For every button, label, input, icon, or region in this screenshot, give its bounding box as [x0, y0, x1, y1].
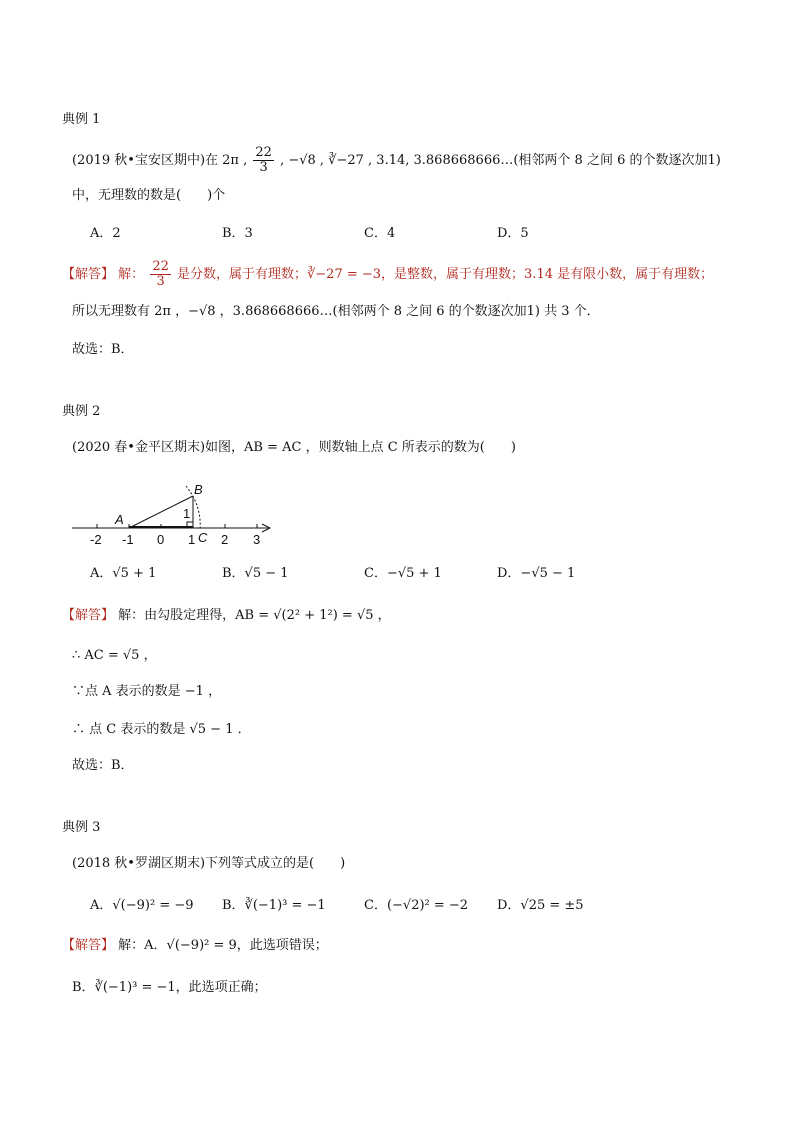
tick-label-3: 3	[253, 532, 261, 547]
example-2-answer-line-1	[62, 606, 391, 626]
point-label-c: C	[198, 530, 208, 545]
example-1-answer-line-3	[72, 340, 134, 360]
example-2-title: 典例 2	[62, 404, 101, 419]
example-2-option-b: B．√5 − 1	[222, 566, 289, 581]
answer-tag: 【解答】	[62, 938, 115, 953]
fraction-22-over-3-answer: $\frac{22}{3}$	[152, 259, 169, 289]
example-1-answer-prefix: 解：	[118, 267, 145, 282]
example-1-question-line-1	[72, 146, 721, 175]
example-1-option-c: C．4	[364, 226, 396, 241]
point-label-a: A	[115, 512, 124, 527]
point-label-b: B	[194, 482, 203, 497]
example-3-question: (2018 秋•罗湖区期末)下列等式成立的是( )	[72, 856, 346, 871]
example-1-option-b: B．3	[222, 226, 253, 241]
example-1-answer-body: 是分数，属于有理数；∛−27 = −3，是整数，属于有理数；3.14 是有限小数，属于有理数；	[177, 267, 714, 282]
tick-label-2: 2	[221, 532, 229, 547]
example-1-option-a: A．2	[90, 226, 121, 241]
tick-label-1: 1	[188, 532, 196, 547]
example-2-option-d: D．−√5 − 1	[497, 566, 576, 581]
fraction-22-over-3: $\frac{22}{3}$	[255, 145, 272, 175]
example-3-option-a: A．√(−9)² = −9	[90, 898, 194, 913]
example-2-answer-line-5: 故选：B．	[72, 758, 134, 773]
example-1-question-suffix: , −√8 , ∛−27 , 3.14, 3.868668666…(相邻两个 8 之间 6 的个数逐次加1)	[280, 153, 721, 168]
example-3-answer-line-2: B．∛(−1)³ = −1，此选项正确；	[72, 980, 267, 995]
example-1-answer-choice: 故选：B．	[72, 342, 134, 357]
example-1-answer-line-2	[72, 302, 600, 322]
example-3-option-d: D．√25 = ±5	[497, 898, 584, 913]
example-2-option-c: C．−√5 + 1	[364, 566, 442, 581]
number-line-figure	[68, 478, 288, 548]
example-3-answer-line-1-text: 解：A．√(−9)² = 9，此选项错误；	[118, 938, 328, 953]
tick-label-neg2: -2	[90, 532, 102, 547]
example-1-option-d: D．5	[497, 226, 529, 241]
example-1-question-prefix: (2019 秋•宝安区期中)在 2π ,	[72, 153, 248, 168]
example-3-title: 典例 3	[62, 820, 101, 835]
example-1-title: 典例 1	[62, 112, 101, 127]
example-2-answer-line-4: ∴ 点 C 表示的数是 √5 − 1 ．	[72, 722, 251, 737]
example-3-answer-line-1	[62, 936, 328, 956]
example-2-answer-line-3: ∵点 A 表示的数是 −1 ，	[72, 684, 222, 699]
example-1-answer-line-1	[62, 260, 713, 289]
example-2-option-a: A．√5 + 1	[90, 566, 157, 581]
answer-tag: 【解答】	[62, 267, 115, 282]
example-3-option-c: C．(−√2)² = −2	[364, 898, 469, 913]
example-2-answer-line-1-text: 解：由勾股定理得，AB = √(2² + 1²) = √5 ，	[118, 608, 391, 623]
example-2-question: (2020 春•金平区期末)如图，AB = AC ，则数轴上点 C 所表示的数为( )	[72, 440, 516, 455]
example-1-answer-line-2-text: 所以无理数有 2π ，−√8 ，3.868668666…(相邻两个 8 之间 6 的个数逐次加1) 共 3 个．	[72, 304, 600, 319]
example-2-answer-line-2: ∴ AC = √5 ，	[72, 648, 157, 663]
height-label-1: 1	[183, 506, 191, 521]
tick-label-0: 0	[157, 532, 165, 547]
answer-tag: 【解答】	[62, 608, 115, 623]
example-3-option-b: B．∛(−1)³ = −1	[222, 898, 326, 913]
example-1-question-line-2: 中，无理数的数是( )个	[72, 188, 226, 203]
tick-label-neg1: -1	[122, 532, 134, 547]
